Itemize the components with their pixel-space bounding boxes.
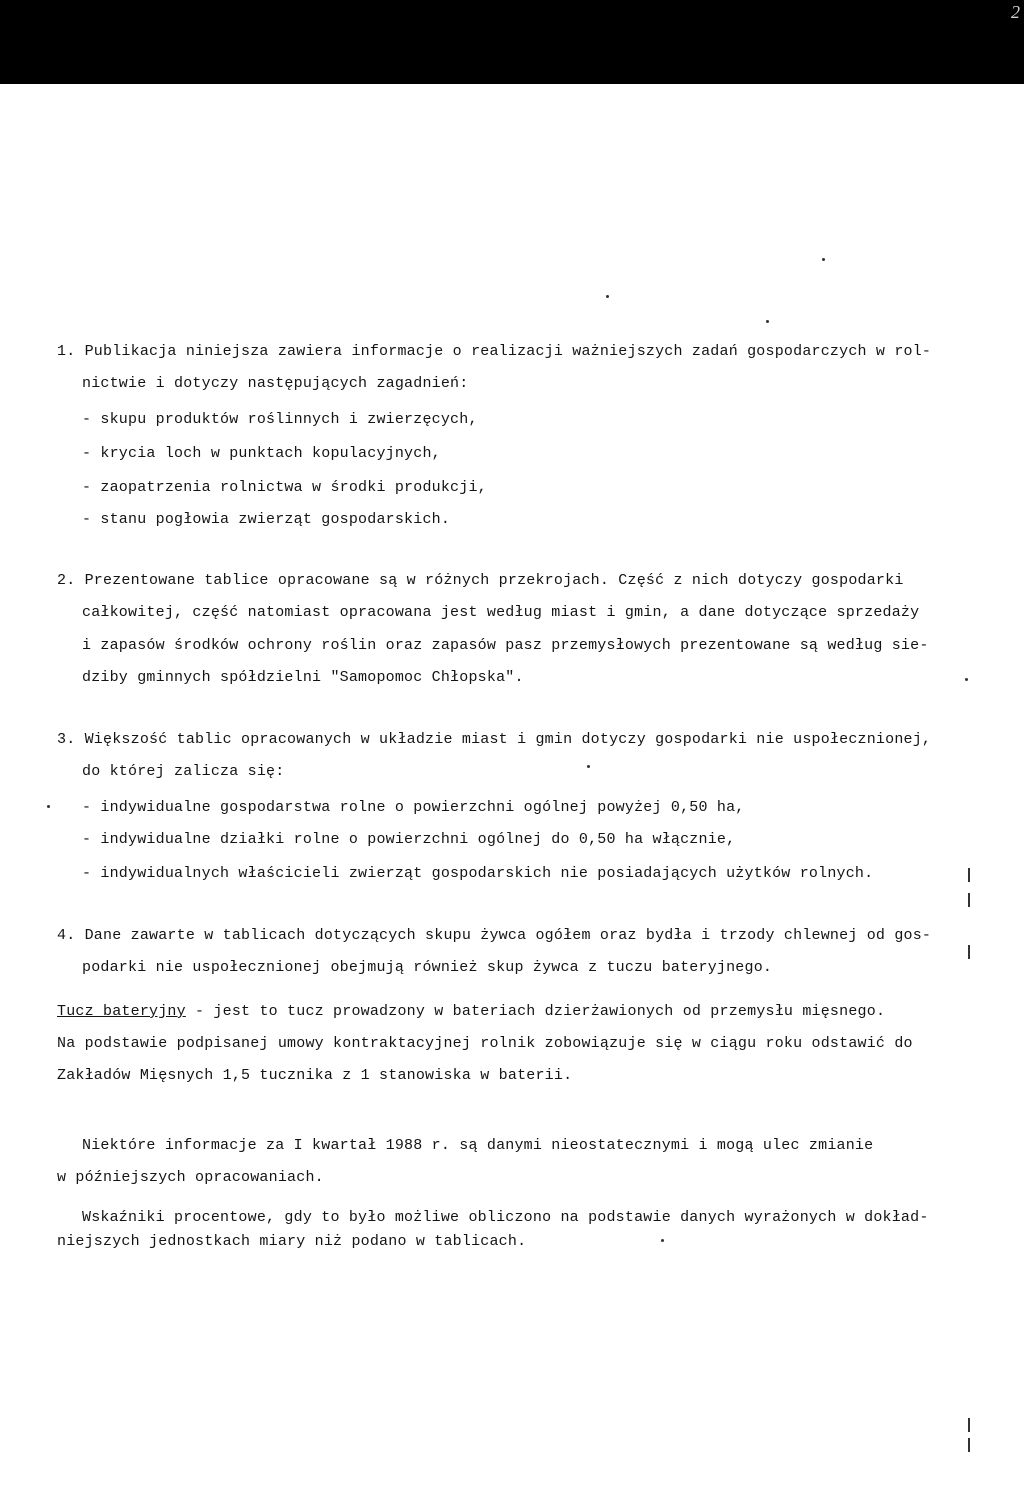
- section-2-line: 2. Prezentowane tablice opracowane są w różnych przekrojach. Część z nich dotyczy gospodarki: [57, 572, 904, 589]
- section-4-line-2: podarki nie uspołecznionej obejmują również skup żywca z tuczu bateryjnego.: [82, 959, 773, 976]
- scan-speck: [661, 1239, 664, 1242]
- section-1-line-2: nictwie i dotyczy następujących zagadnień:: [82, 375, 469, 392]
- section-2-line: dziby gminnych spółdzielni "Samopomoc Chłopska".: [82, 669, 524, 686]
- definition-line-2: Na podstawie podpisanej umowy kontraktacyjnej rolnik zobowiązuje się w ciągu roku odstawić do: [57, 1035, 913, 1052]
- scan-speck: [587, 765, 590, 768]
- section-4-line-1: 4. Dane zawarte w tablicach dotyczących skupu żywca ogółem oraz bydła i trzody chlewnej od gos-: [57, 927, 932, 944]
- note-1-line-1: Niektóre informacje za I kwartał 1988 r. są danymi nieostatecznymi i mogą ulec zmianie: [82, 1137, 874, 1154]
- note-1-line-2: w późniejszych opracowaniach.: [57, 1169, 324, 1186]
- scan-dark-border: [0, 0, 1024, 84]
- definition-text: - jest to tucz prowadzony w bateriach dzierżawionych od przemysłu mięsnego.: [185, 1003, 886, 1020]
- page-number: 2: [1011, 2, 1020, 22]
- scan-mark: [968, 945, 970, 959]
- scan-mark: [968, 1418, 970, 1432]
- scan-mark: [968, 893, 970, 907]
- section-1-item: - skupu produktów roślinnych i zwierzęcych,: [82, 411, 478, 428]
- definition-line-1: [57, 1002, 885, 1022]
- scan-speck: [47, 805, 50, 808]
- section-3-line-2: do której zalicza się:: [82, 763, 285, 780]
- scan-speck: [606, 295, 609, 298]
- section-1-item: - zaopatrzenia rolnictwa w środki produkcji,: [82, 479, 487, 496]
- section-1-line-1: 1. Publikacja niniejsza zawiera informacje o realizacji ważniejszych zadań gospodarczych w rol-: [57, 343, 932, 360]
- note-2-line-2: niejszych jednostkach miary niż podano w tablicach.: [57, 1233, 527, 1250]
- section-2-line: i zapasów środków ochrony roślin oraz zapasów pasz przemysłowych prezentowane są według sie-: [82, 637, 929, 654]
- scan-speck: [766, 320, 769, 323]
- scan-speck: [965, 678, 968, 681]
- section-3-item: - indywidualne gospodarstwa rolne o powierzchni ogólnej powyżej 0,50 ha,: [82, 799, 745, 816]
- scan-speck: [822, 258, 825, 261]
- section-3-item: - indywidualnych właścicieli zwierząt gospodarskich nie posiadających użytków rolnych.: [82, 865, 874, 882]
- scan-mark: [968, 868, 970, 882]
- section-2-line: całkowitej, część natomiast opracowana jest według miast i gmin, a dane dotyczące sprzedaży: [82, 604, 920, 621]
- section-3-item: - indywidualne działki rolne o powierzchni ogólnej do 0,50 ha włącznie,: [82, 831, 736, 848]
- section-1-item: - stanu pogłowia zwierząt gospodarskich.: [82, 511, 451, 528]
- definition-line-3: Zakładów Mięsnych 1,5 tucznika z 1 stanowiska w baterii.: [57, 1067, 573, 1084]
- section-1-item: - krycia loch w punktach kopulacyjnych,: [82, 445, 441, 462]
- defined-term: Tucz bateryjny: [57, 1003, 186, 1020]
- scan-mark: [968, 1438, 970, 1452]
- note-2-line-1: Wskaźniki procentowe, gdy to było możliwe obliczono na podstawie danych wyrażonych w dokład-: [82, 1209, 929, 1226]
- section-3-line-1: 3. Większość tablic opracowanych w układzie miast i gmin dotyczy gospodarki nie uspołecznionej,: [57, 731, 932, 748]
